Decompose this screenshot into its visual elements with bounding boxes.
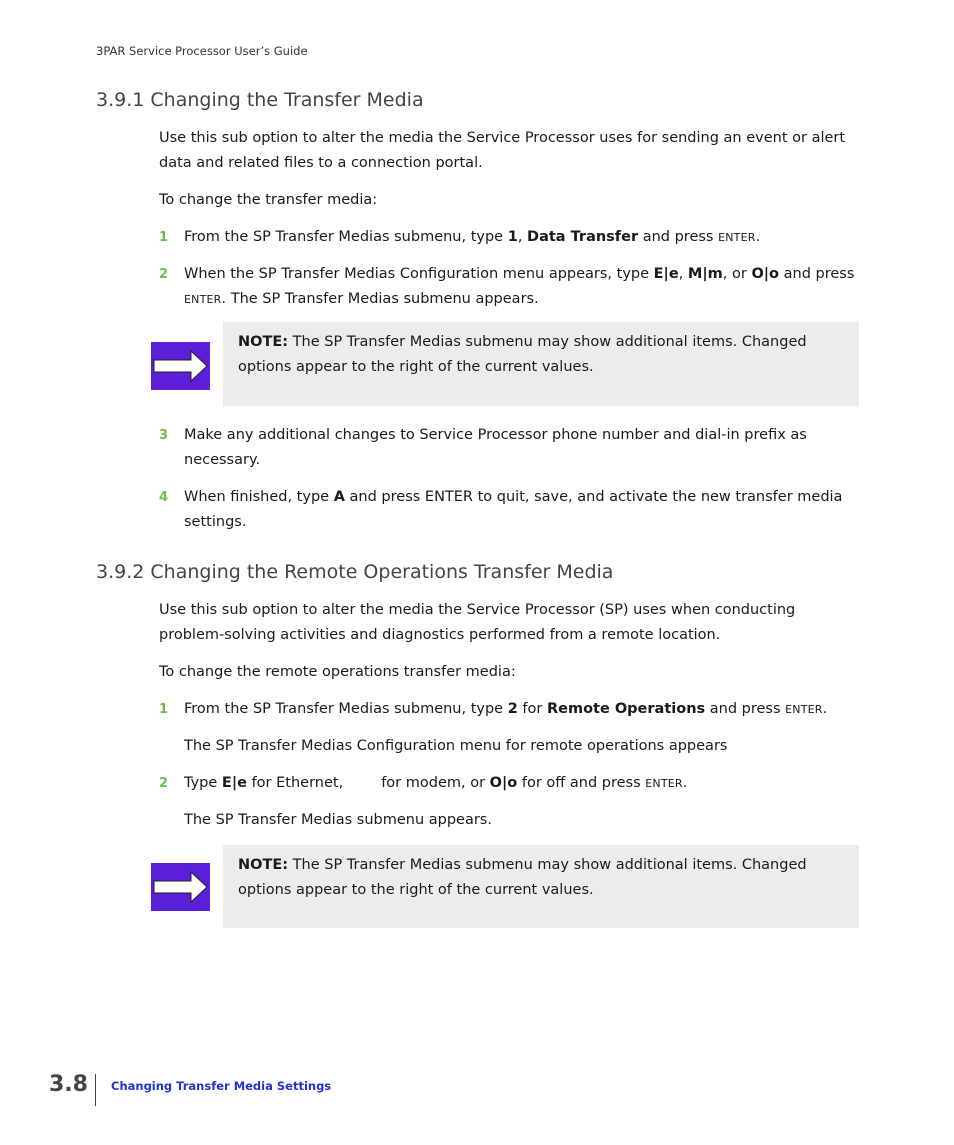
section2-step-1-result: The SP Transfer Medias Configuration menu for remote operations appears: [184, 738, 728, 754]
step-text: When the SP Transfer Medias Configuration menu appears, type E|e, M|m, or O|o and press ENTER. The SP Transfer Medias submenu appears.: [184, 266, 855, 307]
note-text: NOTE: The SP Transfer Medias submenu may show additional items. Changed options appear to the right of the current values.: [238, 857, 807, 898]
section-heading-remote-operations: 3.9.2 Changing the Remote Operations Transfer Media: [96, 561, 614, 583]
step-text: From the SP Transfer Medias submenu, type 2 for Remote Operations and press ENTER.: [184, 701, 828, 717]
step-number: 2: [159, 267, 169, 282]
page-number: 3.8: [49, 1072, 88, 1097]
note-arrow-icon: [151, 342, 210, 390]
note-arrow-icon: [151, 863, 210, 911]
footer-divider: [95, 1074, 96, 1106]
section2-lead: To change the remote operations transfer media:: [159, 664, 516, 680]
section1-lead: To change the transfer media:: [159, 192, 378, 208]
step-number: 3: [159, 428, 169, 443]
footer-chapter-link[interactable]: Changing Transfer Media Settings: [111, 1079, 332, 1093]
step-text: When finished, type A and press ENTER to quit, save, and activate the new transfer media settings.: [184, 489, 843, 530]
section2-step-2-result: The SP Transfer Medias submenu appears.: [184, 812, 492, 828]
step-number: 4: [159, 490, 169, 505]
section1-intro: Use this sub option to alter the media the Service Processor uses for sending an event or alert data and related files to a connection portal.: [159, 130, 846, 171]
step-text: Make any additional changes to Service Processor phone number and dial-in prefix as necessary.: [184, 427, 807, 468]
note-box: [223, 322, 859, 406]
step-number: 1: [159, 702, 169, 717]
step-text: From the SP Transfer Medias submenu, type 1, Data Transfer and press ENTER.: [184, 229, 761, 245]
section2-intro: Use this sub option to alter the media the Service Processor (SP) uses when conducting problem-solving activities and diagnostics performed from a remote location.: [159, 602, 796, 643]
section-heading-transfer-media: 3.9.1 Changing the Transfer Media: [96, 89, 424, 111]
step-number: 2: [159, 776, 169, 791]
note-text: NOTE: The SP Transfer Medias submenu may show additional items. Changed options appear to the right of the current values.: [238, 334, 807, 375]
running-head: 3PAR Service Processor User’s Guide: [96, 44, 308, 58]
step-text: Type E|e for Ethernet, for modem, or O|o for off and press ENTER.: [184, 775, 688, 791]
step-number: 1: [159, 230, 169, 245]
note-box: [223, 845, 859, 928]
